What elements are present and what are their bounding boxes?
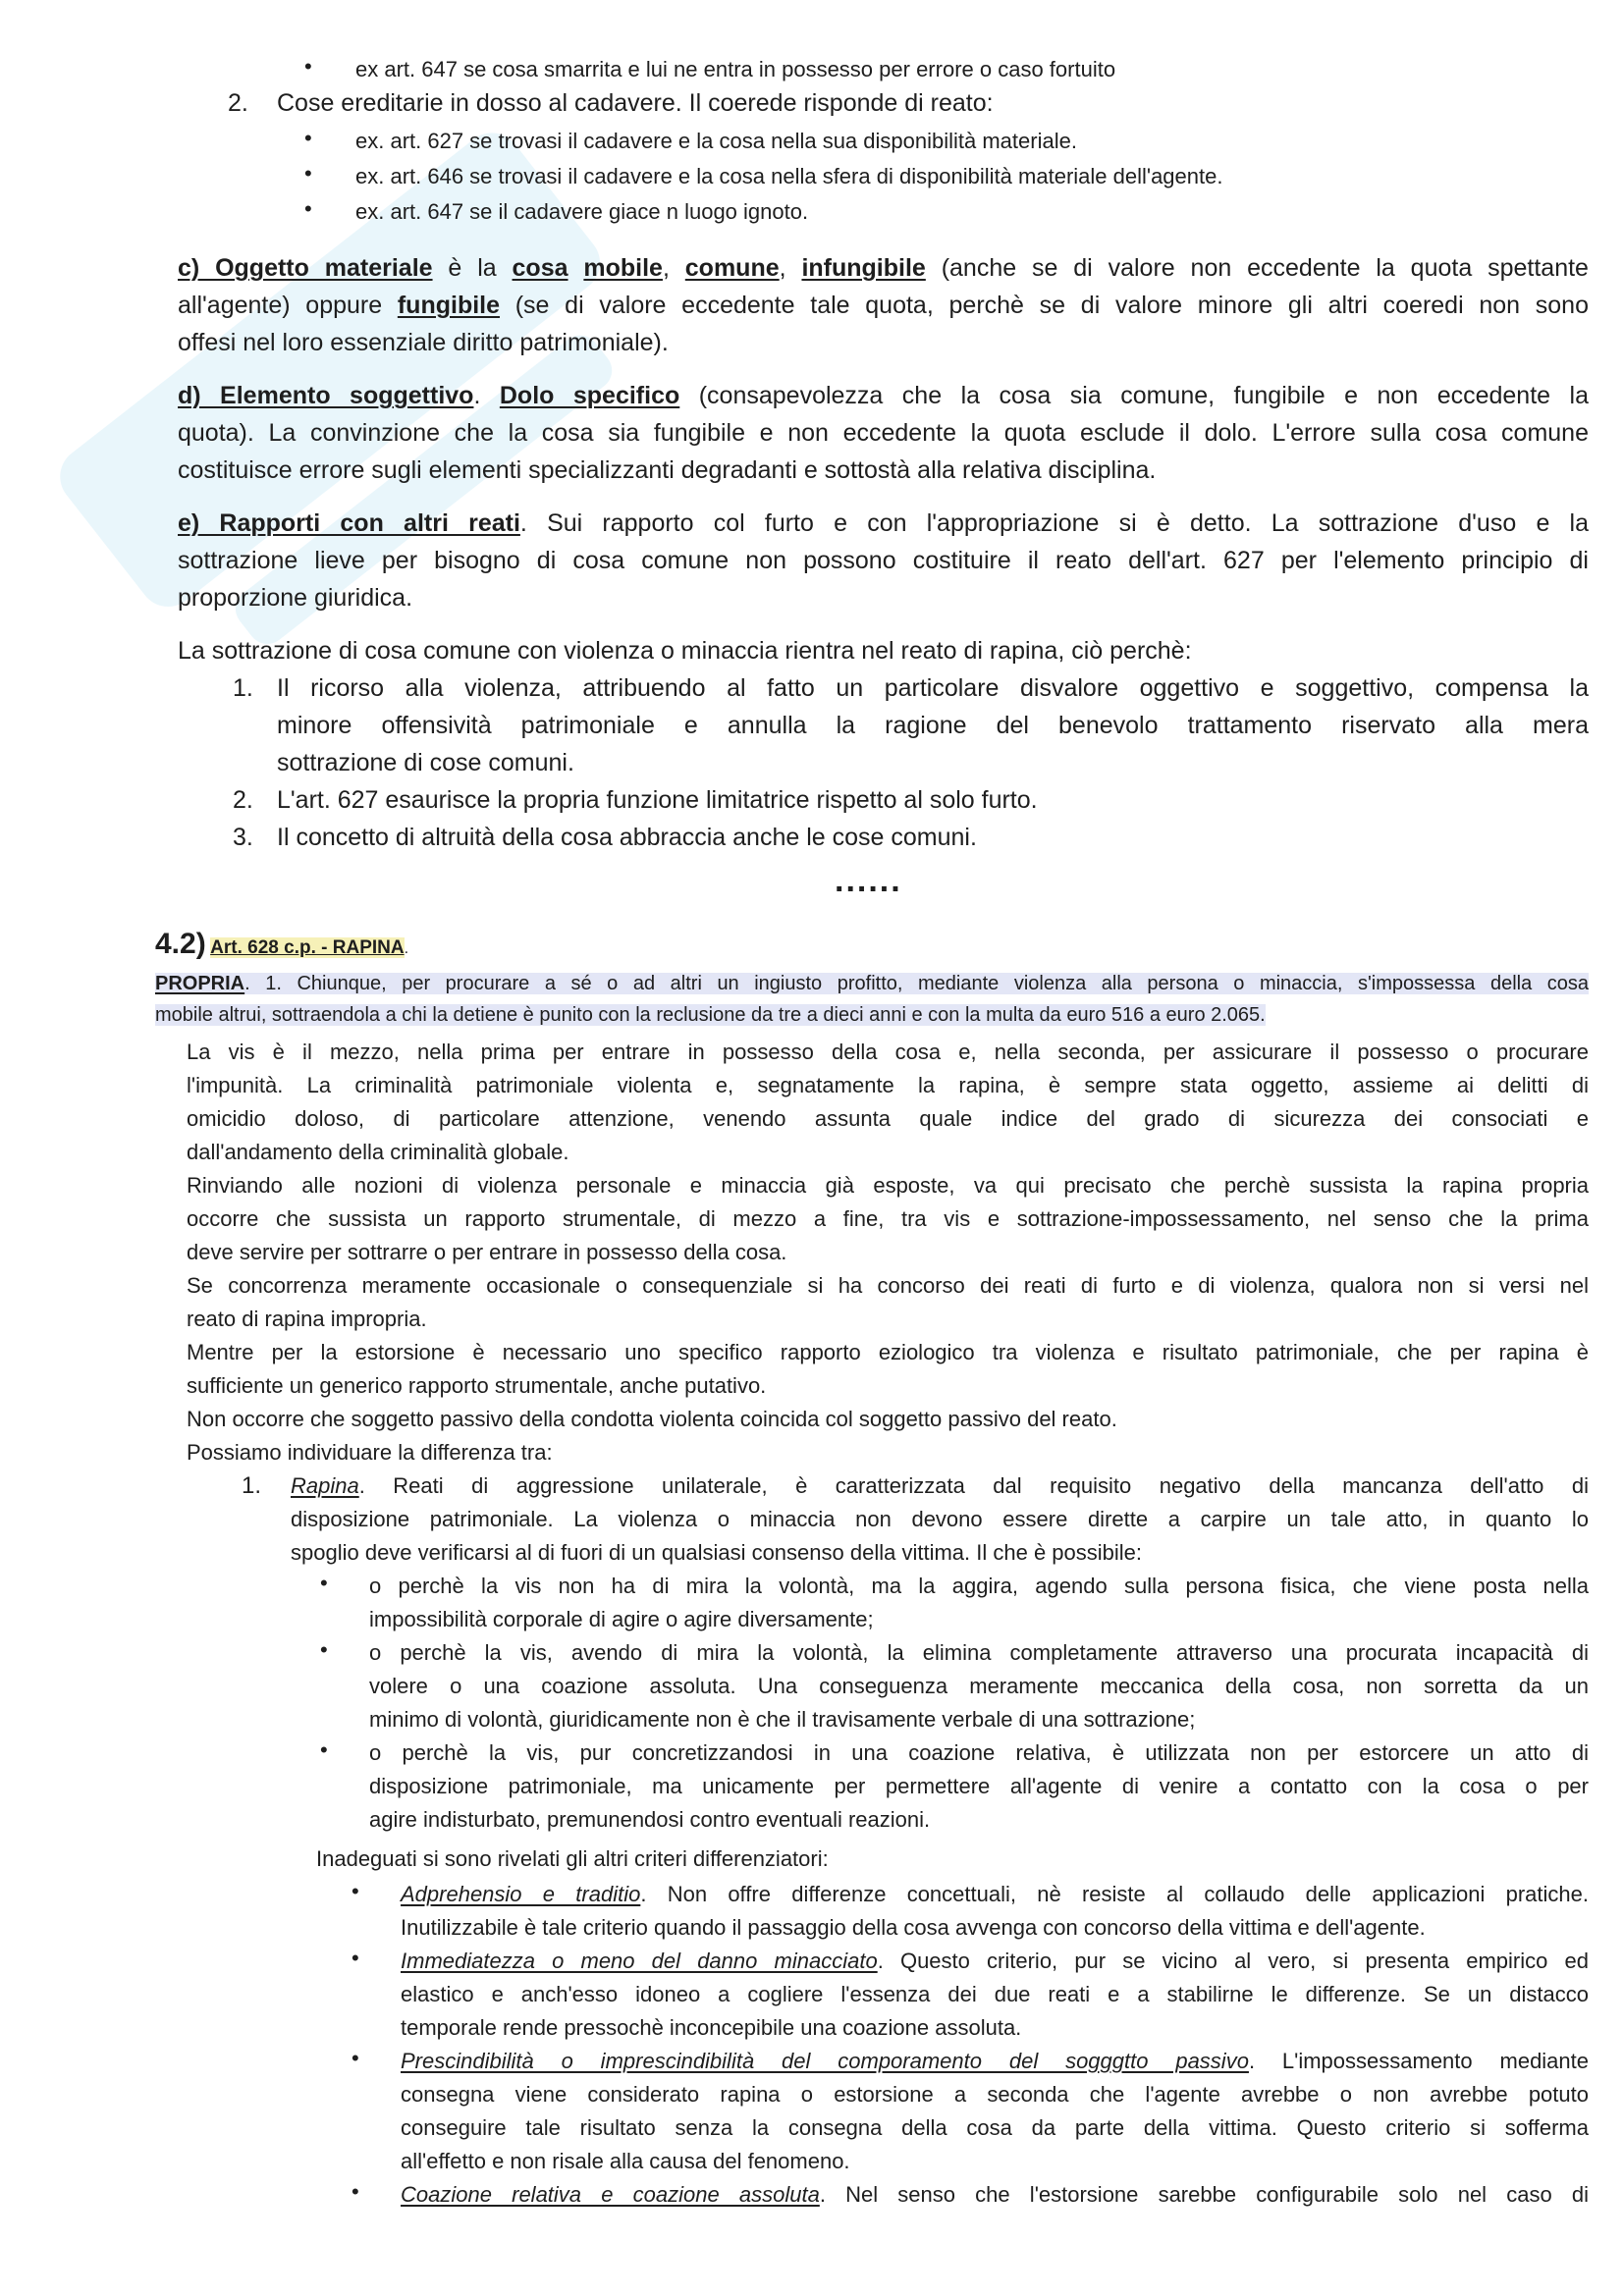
bullet: • <box>304 126 312 150</box>
bullet: • <box>320 1571 328 1595</box>
bullet: • <box>304 54 312 79</box>
list-item: Coazione relativa e coazione assoluta. Nel senso che l'estorsione sarebbe configurabile solo nel caso di <box>401 2182 1590 2207</box>
list-item: ex art. 647 se cosa smarrita e lui ne entra in possesso per errore o caso fortuito <box>355 57 1116 81</box>
paragraph-line: Inadeguati si sono rivelati gli altri criteri differenziatori: <box>316 1846 829 1871</box>
list-item: minore offensività patrimoniale e annulla la ragione del benevolo trattamento riservato alla mera <box>277 712 1589 739</box>
paragraph-line: omicidio doloso, di particolare attenzione, venendo assunta quale indice del grado di sicurezza dei consociati e <box>187 1106 1589 1131</box>
paragraph-line: l'impunità. La criminalità patrimoniale violenta e, segnatamente la rapina, è sempre stata oggetto, assieme ai delitti di <box>187 1073 1589 1097</box>
list-item: Il ricorso alla violenza, attribuendo al fatto un particolare disvalore oggettivo e soggettivo, compensa la <box>277 674 1589 702</box>
list-item: disposizione patrimoniale, ma unicamente per permettere all'agente di venire a contatto con la cosa o per <box>369 1774 1589 1798</box>
list-item: Immediatezza o meno del danno minacciato. Questo criterio, pur se vicino al vero, si presenta empirico ed <box>401 1949 1589 1973</box>
list-item: temporale rende pressochè inconcepibile una coazione assoluta. <box>401 2015 1022 2040</box>
section-heading: 4.2) Art. 628 c.p. - RAPINA. <box>155 928 409 960</box>
list-item: disposizione patrimoniale. La violenza o minaccia non devono essere dirette a carpire un tale atto, in quanto lo <box>291 1507 1589 1531</box>
paragraph-line: sufficiente un generico rapporto strumentale, anche putativo. <box>187 1373 767 1398</box>
bullet: • <box>304 161 312 186</box>
paragraph-line: Rinviando alle nozioni di violenza personale e minaccia già esposte, va qui precisato che perchè sussista la rapina propria <box>187 1173 1589 1198</box>
bullet: • <box>352 2046 359 2070</box>
list-item: spoglio deve verificarsi al di fuori di un qualsiasi consenso della vittima. Il che è possibile: <box>291 1540 1143 1565</box>
paragraph-line: occorre che sussista un rapporto strumentale, di mezzo a fine, tra vis e sottrazione-impossessamento, nel senso che la prima <box>187 1206 1589 1231</box>
list-item: o perchè la vis non ha di mira la volontà, ma la aggira, agendo sulla persona fisica, che viene posta nella <box>369 1574 1589 1598</box>
section-d-line: quota). La convinzione che la cosa sia fungibile e non eccedente la quota esclude il dolo. L'errore sulla cosa comune <box>178 419 1589 447</box>
section-c-line: c) Oggetto materiale è la cosa mobile, comune, infungibile (anche se di valore non eccedente la quota spettante <box>178 254 1589 282</box>
list-item: o perchè la vis, avendo di mira la volontà, la elimina completamente attraverso una procurata incapacità di <box>369 1640 1589 1665</box>
paragraph-line: La vis è il mezzo, nella prima per entrare in possesso della cosa e, nella seconda, per assicurare il possesso o procurare <box>187 1040 1589 1064</box>
list-item: ex. art. 646 se trovasi il cadavere e la cosa nella sfera di disponibilità materiale dell'agente. <box>355 164 1223 188</box>
paragraph-line: reato di rapina impropria. <box>187 1307 427 1331</box>
law-text: PROPRIA. 1. Chiunque, per procurare a sé o ad altri un ingiusto profitto, mediante violenza alla persona o minaccia, s'impossessa della cosa <box>155 973 1589 994</box>
section-d-line: d) Elemento soggettivo. Dolo specifico (consapevolezza che la cosa sia comune, fungibile e non eccedente la <box>178 382 1589 409</box>
section-e-line: e) Rapporti con altri reati. Sui rapporto col furto e con l'appropriazione si è detto. La sottrazione d'uso e la <box>178 509 1590 537</box>
list-item: Il concetto di altruità della cosa abbraccia anche le cose comuni. <box>277 824 977 851</box>
list-item: Cose ereditarie in dosso al cadavere. Il coerede risponde di reato: <box>277 89 994 117</box>
list-item: Adprehensio e traditio. Non offre differenze concettuali, nè resiste al collaudo delle applicazioni pratiche. <box>401 1882 1589 1906</box>
section-e-line: proporzione giuridica. <box>178 584 413 612</box>
bullet: • <box>352 2179 359 2204</box>
paragraph-line: Non occorre che soggetto passivo della condotta violenta coincida col soggetto passivo del reato. <box>187 1407 1117 1431</box>
list-number: 3. <box>233 824 253 851</box>
paragraph-line: dall'andamento della criminalità globale. <box>187 1140 569 1164</box>
bullet: • <box>320 1637 328 1662</box>
paragraph-line: deve servire per sottrarre o per entrare in possesso della cosa. <box>187 1240 787 1264</box>
list-item: L'art. 627 esaurisce la propria funzione limitatrice rispetto al solo furto. <box>277 786 1038 814</box>
list-item: elastico e anch'esso idoneo a cogliere l'essenza dei due reati e a stabilirne le differenze. Se un distacco <box>401 1982 1589 2006</box>
list-item: impossibilità corporale di agire o agire diversamente; <box>369 1607 874 1631</box>
list-number: 2. <box>233 786 253 814</box>
bullet: • <box>352 1946 359 1970</box>
section-d-line: costituisce errore sugli elementi specializzanti degradanti e sottostà alla relativa disciplina. <box>178 456 1157 484</box>
paragraph-line: Possiamo individuare la differenza tra: <box>187 1440 553 1465</box>
bullet: • <box>320 1737 328 1762</box>
list-item: ex. art. 627 se trovasi il cadavere e la cosa nella sua disponibilità materiale. <box>355 129 1077 153</box>
list-item: ex. art. 647 se il cadavere giace n luogo ignoto. <box>355 199 809 224</box>
list-number: 2. <box>228 89 248 117</box>
list-number: 1. <box>242 1472 262 1499</box>
bullet: • <box>352 1879 359 1903</box>
list-item: all'effetto e non risale alla causa del fenomeno. <box>401 2149 850 2173</box>
section-e-intro: La sottrazione di cosa comune con violenza o minaccia rientra nel reato di rapina, ciò perchè: <box>178 637 1192 665</box>
list-item: conseguire tale risultato senza la consegna della cosa da parte della vittima. Questo criterio si sofferma <box>401 2115 1589 2140</box>
list-item: Prescindibilità o imprescindibilità del comporamento del sogggtto passivo. L'impossessamento mediante <box>401 2049 1590 2073</box>
list-item: Rapina. Reati di aggressione unilaterale, è caratterizzata dal requisito negativo della mancanza dell'atto di <box>291 1473 1589 1498</box>
section-e-line: sottrazione lieve per bisogno di cosa comune non possono costituire il reato dell'art. 627 per l'elemento principio di <box>178 547 1589 574</box>
list-item: Inutilizzabile è tale criterio quando il passaggio della cosa avvenga con concorso della vittima e dell'agente. <box>401 1915 1426 1940</box>
paragraph-line: Mentre per la estorsione è necessario uno specifico rapporto eziologico tra violenza e risultato patrimoniale, che per rapina è <box>187 1340 1589 1364</box>
section-c-line: all'agente) oppure fungibile (se di valore eccedente tale quota, perchè se di valore minore gli altri coeredi non sono <box>178 292 1589 319</box>
list-item: o perchè la vis, pur concretizzandosi in una coazione relativa, è utilizzata non per estorcere un atto di <box>369 1740 1589 1765</box>
list-item: volere o una coazione assoluta. Una conseguenza meramente meccanica della cosa, non sorretta da un <box>369 1674 1589 1698</box>
list-item: agire indisturbato, premunendosi contro eventuali reazioni. <box>369 1807 931 1832</box>
list-item: consegna viene considerato rapina o estorsione a seconda che l'agente avrebbe o non avrebbe potuto <box>401 2082 1589 2107</box>
bullet: • <box>304 196 312 221</box>
section-separator: ...... <box>835 862 902 899</box>
list-item: minimo di volontà, giuridicamente non è che il travisamente verbale di una sottrazione; <box>369 1707 1196 1732</box>
section-c-line: offesi nel loro essenziale diritto patrimoniale). <box>178 329 669 356</box>
paragraph-line: Se concorrenza meramente occasionale o consequenziale si ha concorso dei reati di furto e di violenza, qualora non si versi nel <box>187 1273 1589 1298</box>
law-text: mobile altrui, sottraendola a chi la detiene è punito con la reclusione da tre a dieci anni e con la multa da euro 516 a euro 2.065. <box>155 1004 1266 1026</box>
list-item: sottrazione di cose comuni. <box>277 749 574 776</box>
list-number: 1. <box>233 674 253 702</box>
